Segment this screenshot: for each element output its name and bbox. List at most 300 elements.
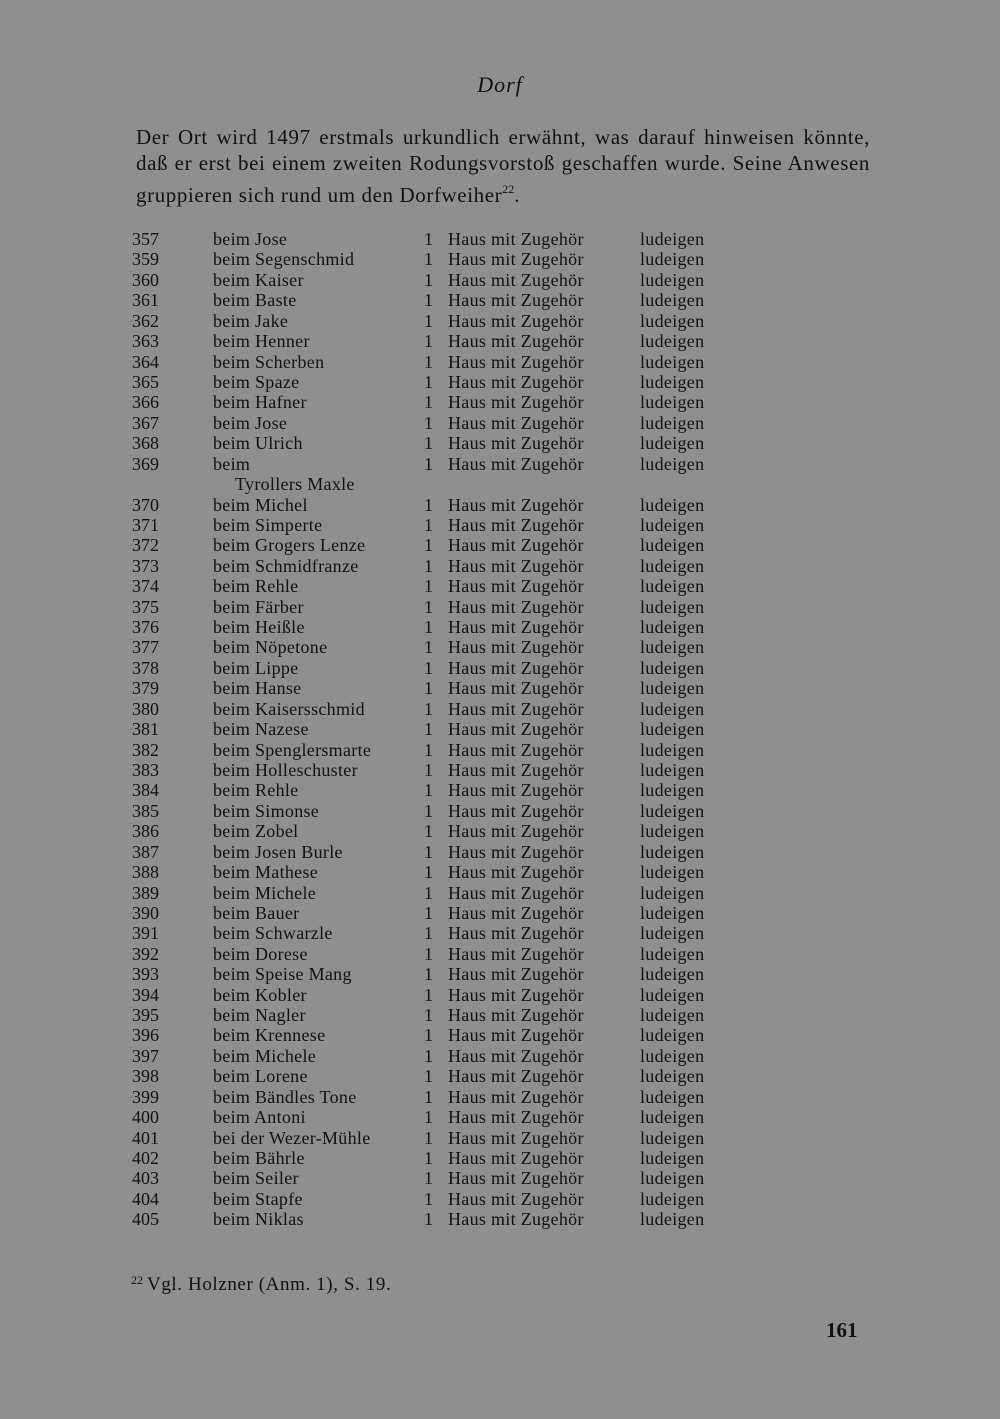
entry-name-text: beim Hanse: [213, 678, 302, 699]
entry-name: [213, 780, 298, 800]
entry-number: 359: [132, 249, 159, 270]
entry-status: ludeigen: [640, 351, 705, 372]
entry-count: 1: [424, 1086, 433, 1107]
entry-count: 1: [424, 637, 433, 658]
entry-name-text: beim Michel: [213, 494, 308, 515]
entry-description: Haus mit Zugehör: [448, 1209, 584, 1230]
entry-description: Haus mit Zugehör: [448, 698, 584, 719]
entry-name: [213, 964, 352, 984]
footnote-reference[interactable]: 22: [502, 182, 515, 196]
entry-status: ludeigen: [640, 371, 705, 392]
entry-description: Haus mit Zugehör: [448, 1005, 584, 1026]
entry-count: 1: [424, 1107, 433, 1128]
entry-description: Haus mit Zugehör: [448, 514, 584, 535]
list-item: [0, 270, 1000, 290]
entry-status: ludeigen: [640, 494, 705, 515]
entry-number: 371: [132, 514, 159, 535]
entry-name-text: beim Spaze: [213, 371, 300, 392]
entry-number: 398: [132, 1066, 159, 1087]
list-item: [0, 556, 1000, 576]
entry-description: Haus mit Zugehör: [448, 371, 584, 392]
entry-name-text: beim Speise Mang: [213, 964, 352, 985]
entry-number: 390: [132, 902, 159, 923]
entry-name-text: beim Seiler: [213, 1168, 299, 1189]
entry-name: [213, 699, 365, 719]
entry-name-text: beim Mathese: [213, 862, 319, 883]
entry-number: 392: [132, 943, 159, 964]
entry-status: ludeigen: [640, 1209, 705, 1230]
entry-number: 383: [132, 759, 159, 780]
entry-name: [213, 495, 308, 515]
entry-name: [213, 740, 371, 760]
entry-number: 378: [132, 657, 159, 678]
entry-name-text: beim Nazese: [213, 719, 309, 740]
entry-status: ludeigen: [640, 269, 705, 290]
entry-name-text: beim Segenschmid: [213, 249, 355, 270]
list-item: [0, 1066, 1000, 1086]
entry-number: 400: [132, 1107, 159, 1128]
entry-description: Haus mit Zugehör: [448, 310, 584, 331]
entry-description: Haus mit Zugehör: [448, 1188, 584, 1209]
entry-status: ludeigen: [640, 964, 705, 985]
entry-status: ludeigen: [640, 1025, 705, 1046]
list-item: [0, 413, 1000, 433]
entry-name-text: beim Henner: [213, 331, 310, 352]
entry-status: ludeigen: [640, 882, 705, 903]
entry-name: [213, 1005, 306, 1025]
property-list: [0, 229, 1000, 1230]
list-item: [0, 903, 1000, 923]
entry-number: 382: [132, 739, 159, 760]
entry-name: [213, 1128, 371, 1148]
entry-status: ludeigen: [640, 1127, 705, 1148]
entry-name-text: beim Simperte: [213, 514, 323, 535]
entry-count: 1: [424, 780, 433, 801]
entry-name: [213, 923, 333, 943]
entry-status: ludeigen: [640, 290, 705, 311]
entry-description: Haus mit Zugehör: [448, 739, 584, 760]
entry-name: [213, 760, 358, 780]
entry-count: 1: [424, 1168, 433, 1189]
entry-count: 1: [424, 739, 433, 760]
list-item: [0, 454, 1000, 495]
entry-description: Haus mit Zugehör: [448, 392, 584, 413]
entry-description: Haus mit Zugehör: [448, 1086, 584, 1107]
entry-name: [213, 290, 296, 310]
entry-name: [213, 903, 299, 923]
entry-name: [213, 944, 308, 964]
entry-number: 374: [132, 576, 159, 597]
entry-count: 1: [424, 229, 433, 249]
entry-status: ludeigen: [640, 698, 705, 719]
entry-name: [213, 1168, 299, 1188]
entry-description: Haus mit Zugehör: [448, 290, 584, 311]
entry-name-text: beim Bändles Tone: [213, 1086, 357, 1107]
entry-description: Haus mit Zugehör: [448, 637, 584, 658]
entry-description: Haus mit Zugehör: [448, 229, 584, 249]
entry-number: 401: [132, 1127, 159, 1148]
entry-count: 1: [424, 841, 433, 862]
entry-name-text: beim Lorene: [213, 1066, 308, 1087]
entry-count: 1: [424, 923, 433, 944]
entry-number: 403: [132, 1168, 159, 1189]
entry-name: [213, 311, 288, 331]
list-item: [0, 372, 1000, 392]
entry-status: ludeigen: [640, 637, 705, 658]
entry-count: 1: [424, 249, 433, 270]
entry-number: 391: [132, 923, 159, 944]
entry-name: [213, 1066, 308, 1086]
list-item: [0, 249, 1000, 269]
entry-description: Haus mit Zugehör: [448, 1107, 584, 1128]
list-item: [0, 1189, 1000, 1209]
list-item: [0, 699, 1000, 719]
entry-status: ludeigen: [640, 923, 705, 944]
page-heading: Dorf: [477, 72, 523, 97]
list-item: [0, 637, 1000, 657]
entry-number: 365: [132, 371, 159, 392]
entry-name-text: beim Grogers Lenze: [213, 535, 366, 556]
entry-count: 1: [424, 800, 433, 821]
entry-name: [213, 229, 287, 249]
entry-name-text: beim Kobler: [213, 984, 307, 1005]
entry-count: 1: [424, 882, 433, 903]
entry-name-text: beim Bährle: [213, 1148, 305, 1168]
entry-count: 1: [424, 821, 433, 842]
entry-number: 368: [132, 433, 159, 454]
entry-count: 1: [424, 964, 433, 985]
list-item: [0, 576, 1000, 596]
footnote-marker: 22: [131, 1273, 143, 1287]
entry-description: Haus mit Zugehör: [448, 1066, 584, 1087]
entry-count: 1: [424, 535, 433, 556]
list-item: [0, 617, 1000, 637]
entry-name: [213, 637, 327, 657]
entry-count: 1: [424, 678, 433, 699]
list-item: [0, 780, 1000, 800]
entry-status: ludeigen: [640, 596, 705, 617]
entry-count: 1: [424, 310, 433, 331]
entry-status: ludeigen: [640, 1005, 705, 1026]
entry-name: [213, 535, 365, 555]
entry-name-text: beim Zobel: [213, 821, 299, 842]
entry-status: ludeigen: [640, 617, 705, 638]
entry-number: 375: [132, 596, 159, 617]
page-number: 161: [826, 1318, 858, 1342]
entry-status: ludeigen: [640, 392, 705, 413]
entry-number: 364: [132, 351, 159, 372]
entry-name-continuation: Tyrollers Maxle: [235, 474, 355, 495]
entry-number: 379: [132, 678, 159, 699]
entry-description: Haus mit Zugehör: [448, 555, 584, 576]
entry-name: [213, 249, 354, 269]
entry-count: 1: [424, 1209, 433, 1230]
entry-count: 1: [424, 453, 433, 474]
entry-number: 361: [132, 290, 159, 311]
entry-status: ludeigen: [640, 514, 705, 535]
entry-status: ludeigen: [640, 678, 705, 699]
entry-number: 360: [132, 269, 159, 290]
entry-description: Haus mit Zugehör: [448, 596, 584, 617]
entry-number: 394: [132, 984, 159, 1005]
list-item: [0, 331, 1000, 351]
entry-name-text: beim Krennese: [213, 1025, 326, 1046]
entry-count: 1: [424, 555, 433, 576]
entry-name-text: beim Simonse: [213, 800, 320, 821]
entry-description: Haus mit Zugehör: [448, 331, 584, 352]
entry-number: 402: [132, 1148, 159, 1168]
entry-name-text: beim Kaisersschmid: [213, 698, 365, 719]
entry-name-text: beim: [213, 453, 251, 474]
entry-name-text: beim Jose: [213, 229, 288, 249]
entry-description: Haus mit Zugehör: [448, 984, 584, 1005]
list-item: [0, 1209, 1000, 1229]
entry-count: 1: [424, 331, 433, 352]
entry-count: 1: [424, 984, 433, 1005]
entry-number: 377: [132, 637, 159, 658]
entry-count: 1: [424, 1005, 433, 1026]
entry-description: Haus mit Zugehör: [448, 821, 584, 842]
entry-number: 397: [132, 1045, 159, 1066]
list-item: [0, 392, 1000, 412]
entry-name: [213, 801, 319, 821]
entry-status: ludeigen: [640, 902, 705, 923]
entry-number: 381: [132, 719, 159, 740]
list-item: [0, 801, 1000, 821]
entry-count: 1: [424, 514, 433, 535]
entry-name: [213, 454, 355, 495]
list-item: [0, 964, 1000, 984]
entry-description: Haus mit Zugehör: [448, 678, 584, 699]
entry-name-text: beim Dorese: [213, 943, 308, 964]
entry-count: 1: [424, 657, 433, 678]
list-item: [0, 862, 1000, 882]
entry-status: ludeigen: [640, 719, 705, 740]
entry-name-text: beim Antoni: [213, 1107, 306, 1128]
entry-status: ludeigen: [640, 841, 705, 862]
entry-count: 1: [424, 290, 433, 311]
list-item: [0, 433, 1000, 453]
entry-description: Haus mit Zugehör: [448, 862, 584, 883]
entry-number: 389: [132, 882, 159, 903]
entry-name: [213, 576, 298, 596]
entry-status: ludeigen: [640, 1168, 705, 1189]
entry-number: 369: [132, 453, 159, 474]
entry-status: ludeigen: [640, 229, 705, 249]
entry-name: [213, 617, 305, 637]
entry-count: 1: [424, 1148, 433, 1168]
list-item: [0, 1128, 1000, 1148]
entry-description: Haus mit Zugehör: [448, 453, 584, 474]
entry-name: [213, 270, 304, 290]
entry-number: 404: [132, 1188, 159, 1209]
intro-end-punctuation: .: [514, 183, 521, 207]
entry-description: Haus mit Zugehör: [448, 841, 584, 862]
entry-name: [213, 352, 324, 372]
entry-count: 1: [424, 351, 433, 372]
list-item: [0, 842, 1000, 862]
list-item: [0, 719, 1000, 739]
list-item: [0, 658, 1000, 678]
entry-count: 1: [424, 1025, 433, 1046]
entry-count: 1: [424, 1066, 433, 1087]
list-item: [0, 740, 1000, 760]
entry-count: 1: [424, 412, 433, 433]
entry-status: ludeigen: [640, 1045, 705, 1066]
entry-description: Haus mit Zugehör: [448, 269, 584, 290]
entry-count: 1: [424, 902, 433, 923]
entry-name-text: beim Niklas: [213, 1209, 304, 1230]
entry-count: 1: [424, 494, 433, 515]
entry-status: ludeigen: [640, 800, 705, 821]
entry-name-text: beim Ulrich: [213, 433, 303, 454]
list-item: [0, 352, 1000, 372]
entry-count: 1: [424, 1045, 433, 1066]
entry-name: [213, 413, 287, 433]
entry-description: Haus mit Zugehör: [448, 1025, 584, 1046]
entry-name-text: beim Nagler: [213, 1005, 306, 1026]
entry-name: [213, 1046, 316, 1066]
list-item: [0, 1025, 1000, 1045]
entry-description: Haus mit Zugehör: [448, 617, 584, 638]
entry-status: ludeigen: [640, 1188, 705, 1209]
entry-name-text: beim Spenglersmarte: [213, 739, 372, 760]
list-item: [0, 821, 1000, 841]
list-item: [0, 1087, 1000, 1107]
entry-count: 1: [424, 596, 433, 617]
entry-count: 1: [424, 759, 433, 780]
entry-name: [213, 372, 299, 392]
entry-name-text: beim Schmidfranze: [213, 555, 359, 576]
entry-status: ludeigen: [640, 984, 705, 1005]
entry-name-text: beim Schwarzle: [213, 923, 333, 944]
entry-description: Haus mit Zugehör: [448, 800, 584, 821]
footnote: [131, 1273, 391, 1296]
entry-name-text: beim Stapfe: [213, 1188, 303, 1209]
entry-status: ludeigen: [640, 759, 705, 780]
entry-status: ludeigen: [640, 433, 705, 454]
list-item: [0, 290, 1000, 310]
list-item: [0, 597, 1000, 617]
entry-description: Haus mit Zugehör: [448, 433, 584, 454]
entry-status: ludeigen: [640, 412, 705, 433]
entry-number: 386: [132, 821, 159, 842]
entry-status: ludeigen: [640, 453, 705, 474]
entry-name-text: beim Hafner: [213, 392, 307, 413]
list-item: [0, 760, 1000, 780]
entry-number: 373: [132, 555, 159, 576]
list-item: [0, 1046, 1000, 1066]
entry-description: Haus mit Zugehör: [448, 1168, 584, 1189]
entry-name-text: beim Rehle: [213, 576, 299, 597]
entry-number: 370: [132, 494, 159, 515]
entry-name: [213, 719, 309, 739]
entry-status: ludeigen: [640, 1066, 705, 1087]
entry-status: ludeigen: [640, 780, 705, 801]
list-item: [0, 535, 1000, 555]
entry-description: Haus mit Zugehör: [448, 1127, 584, 1148]
entry-status: ludeigen: [640, 535, 705, 556]
entry-name-text: beim Jake: [213, 310, 289, 331]
entry-name-text: beim Bauer: [213, 902, 300, 923]
entry-name: [213, 515, 322, 535]
entry-number: 363: [132, 331, 159, 352]
entry-name: [213, 392, 307, 412]
entry-number: 405: [132, 1209, 159, 1230]
entry-description: Haus mit Zugehör: [448, 923, 584, 944]
list-item: [0, 495, 1000, 515]
entry-count: 1: [424, 392, 433, 413]
entry-description: Haus mit Zugehör: [448, 657, 584, 678]
entry-name: [213, 1189, 303, 1209]
entry-description: Haus mit Zugehör: [448, 882, 584, 903]
entry-name-text: beim Rehle: [213, 780, 299, 801]
list-item: [0, 985, 1000, 1005]
entry-name: [213, 1107, 306, 1127]
entry-description: Haus mit Zugehör: [448, 780, 584, 801]
entry-number: 372: [132, 535, 159, 556]
entry-count: 1: [424, 1127, 433, 1148]
entry-name: [213, 1025, 325, 1045]
entry-number: 357: [132, 229, 159, 249]
entry-count: 1: [424, 1188, 433, 1209]
entry-number: 384: [132, 780, 159, 801]
entry-name: [213, 433, 303, 453]
entry-name-text: beim Baste: [213, 290, 297, 311]
entry-name-text: beim Jose: [213, 412, 288, 433]
list-item: [0, 923, 1000, 943]
entry-count: 1: [424, 719, 433, 740]
entry-description: Haus mit Zugehör: [448, 351, 584, 372]
entry-number: 387: [132, 841, 159, 862]
entry-name: [213, 658, 298, 678]
entry-description: Haus mit Zugehör: [448, 1045, 584, 1066]
entry-status: ludeigen: [640, 249, 705, 270]
entry-name-text: beim Michele: [213, 882, 317, 903]
footnote-text: Vgl. Holzner (Anm. 1), S. 19.: [147, 1274, 392, 1295]
entry-description: Haus mit Zugehör: [448, 964, 584, 985]
entry-name: [213, 883, 316, 903]
entry-name-text: beim Färber: [213, 596, 304, 617]
entry-name: [213, 678, 301, 698]
entry-status: ludeigen: [640, 862, 705, 883]
entry-number: 366: [132, 392, 159, 413]
entry-number: 376: [132, 617, 159, 638]
entry-count: 1: [424, 371, 433, 392]
entry-number: 362: [132, 310, 159, 331]
entry-name: [213, 985, 307, 1005]
entry-description: Haus mit Zugehör: [448, 719, 584, 740]
entry-number: 396: [132, 1025, 159, 1046]
list-item: [0, 229, 1000, 249]
list-item: [0, 1168, 1000, 1188]
entry-description: Haus mit Zugehör: [448, 943, 584, 964]
intro-paragraph: [136, 124, 870, 208]
entry-count: 1: [424, 698, 433, 719]
entry-status: ludeigen: [640, 555, 705, 576]
list-item: [0, 1107, 1000, 1127]
entry-name-text: beim Lippe: [213, 657, 299, 678]
entry-number: 385: [132, 800, 159, 821]
entry-number: 367: [132, 412, 159, 433]
entry-name: [213, 556, 359, 576]
entry-description: Haus mit Zugehör: [448, 1148, 584, 1168]
entry-name-text: beim Josen Burle: [213, 841, 343, 862]
entry-status: ludeigen: [640, 657, 705, 678]
entry-description: Haus mit Zugehör: [448, 576, 584, 597]
list-item: [0, 1005, 1000, 1025]
entry-number: 399: [132, 1086, 159, 1107]
